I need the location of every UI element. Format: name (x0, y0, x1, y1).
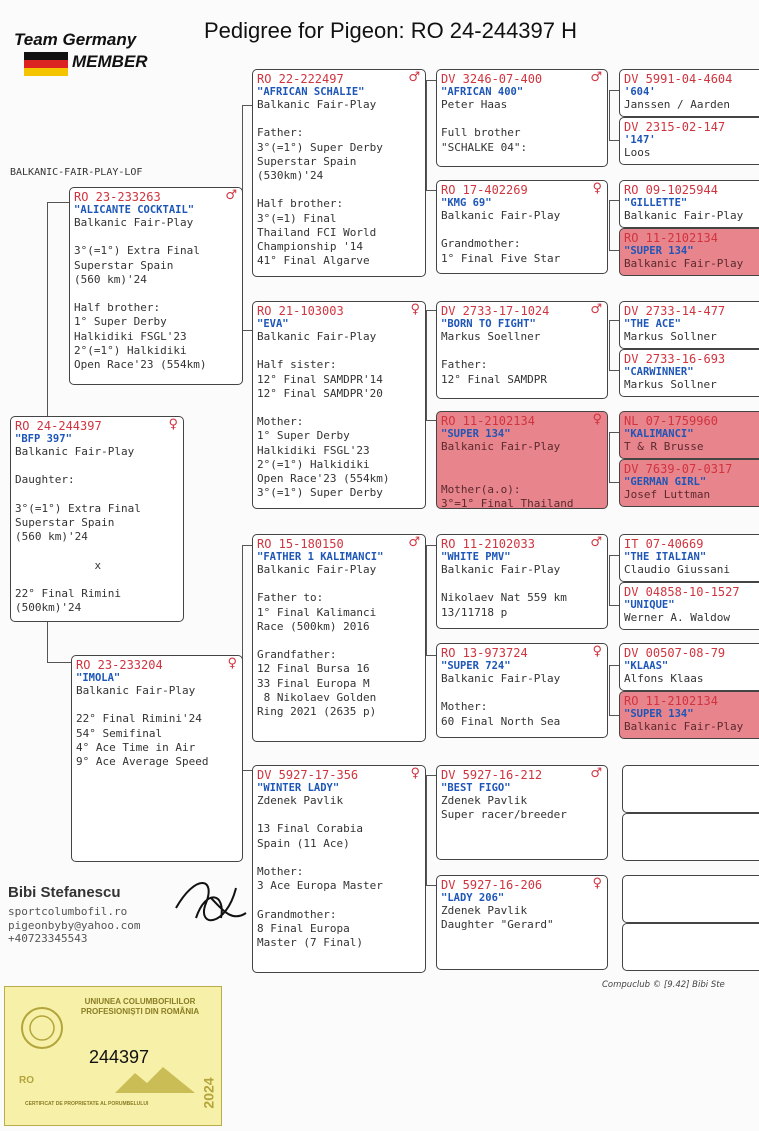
ring-number: NL 07-1759960 (624, 414, 718, 428)
ring-number: DV 2733-14-477 (624, 304, 726, 318)
pigeon-box-g11 (619, 643, 759, 691)
pigeon-name: "GILLETTE" (624, 197, 688, 209)
pedigree-line: 12° Final SAMDPR'20 (257, 386, 383, 400)
pedigree-line: Nikolaev Nat 559 km (441, 591, 567, 605)
pedigree-line: Superstar Spain (15, 516, 115, 530)
pigeon-box-g7 (619, 411, 759, 459)
pedigree-line: (530km)'24 (257, 169, 324, 183)
pedigree-line: Grandmother: (257, 907, 337, 921)
pedigree-line: Balkanic Fair-Play (76, 684, 196, 697)
ring-number: RO 13-973724 (441, 646, 528, 660)
sex-icon: ♂ (408, 535, 420, 550)
pedigree-line (253, 851, 425, 865)
pigeon-name: '604' (624, 86, 656, 98)
pigeon-box-g5 (619, 301, 759, 349)
pigeon-box-empty-4 (622, 923, 759, 971)
pigeon-name: "IMOLA" (76, 672, 121, 684)
pedigree-line: 8 Final Europa (257, 921, 350, 935)
pedigree-line: Halkidiki FSGL'23 (74, 329, 187, 343)
pedigree-line: Balkanic Fair-Play (257, 98, 377, 111)
ring-number: DV 2315-02-147 (624, 120, 726, 134)
pedigree-line: Janssen / Aarden (624, 98, 730, 111)
pedigree-line: Balkanic Fair-Play (441, 209, 561, 222)
ring-number: RO 11-2102134 (624, 694, 718, 708)
pedigree-line: Superstar Spain (257, 154, 357, 168)
pigeon-box-g4 (619, 228, 759, 276)
sex-icon: ♀ (410, 766, 420, 781)
pedigree-line: 8 Nikolaev Golden (257, 690, 377, 704)
pedigree-line: Father: (257, 126, 304, 140)
pigeon-name: "LADY 206" (441, 892, 505, 904)
sex-icon: ♀ (168, 417, 178, 432)
certificate-country: RO (19, 1075, 34, 1086)
ring-number: RO 23-233204 (76, 658, 163, 672)
sex-icon: ♂ (590, 535, 602, 550)
pedigree-line: 13 Final Corabia (257, 822, 363, 836)
pedigree-line (253, 401, 425, 415)
pedigree-line (437, 577, 607, 591)
pedigree-line: Mother(a.o): (441, 482, 521, 496)
ring-number: RO 23-233263 (74, 190, 161, 204)
pedigree-line (72, 698, 242, 712)
breeder-email[interactable]: pigeonbyby@yahoo.com (8, 918, 141, 932)
pedigree-line: Balkanic Fair-Play (624, 257, 744, 270)
pigeon-box-sire (69, 187, 243, 385)
pedigree-line: Father: (441, 358, 488, 372)
pedigree-line: Master (7 Final) (257, 936, 363, 950)
pedigree-line (437, 468, 607, 482)
pedigree-line (437, 686, 607, 700)
ring-number: DV 5927-16-206 (441, 878, 543, 892)
pigeon-name: "EVA" (257, 318, 289, 330)
pedigree-line (253, 634, 425, 648)
pedigree-line: Balkanic Fair-Play (257, 563, 377, 576)
certificate-number: 244397 (89, 1047, 150, 1067)
pigeon-box-dds (436, 765, 608, 860)
pedigree-line: 41° Final Algarve (257, 254, 370, 268)
pigeon-name: "THE ITALIAN" (624, 551, 707, 563)
pedigree-line (253, 893, 425, 907)
pedigree-line: Open Race'23 (554km) (257, 472, 390, 486)
pigeon-box-dam-sire (252, 534, 426, 742)
ring-number: RO 11-2102033 (441, 537, 535, 551)
breeder-info (8, 884, 140, 946)
pigeon-name: "BEST FIGO" (441, 782, 511, 794)
ring-number: DV 00507-08-79 (624, 646, 726, 660)
pedigree-line: Championship '14 (257, 240, 363, 254)
pedigree-line: 12° Final SAMDPR (441, 372, 547, 386)
ring-number: RO 21-103003 (257, 304, 344, 318)
breeder-name: Bibi Stefanescu (8, 884, 121, 901)
pedigree-line (70, 230, 242, 244)
pigeon-name: "SUPER 134" (441, 428, 511, 440)
pigeon-name: "KMG 69" (441, 197, 492, 209)
pigeon-name: "CARWINNER" (624, 366, 694, 378)
pigeon-box-sds (436, 301, 608, 399)
pedigree-line: Balkanic Fair-Play (624, 209, 744, 222)
pedigree-line (253, 112, 425, 126)
pedigree-line: Grandfather: (257, 648, 337, 662)
pedigree-line: Half sister: (257, 358, 337, 372)
pedigree-line: T & R Brusse (624, 440, 704, 453)
pigeon-box-empty-2 (622, 813, 759, 861)
breeder-phone: +40723345543 (8, 932, 88, 945)
pedigree-line: Grandmother: (441, 237, 521, 251)
pigeon-box-g3 (619, 180, 759, 228)
pigeon-name: "ALICANTE COCKTAIL" (74, 204, 195, 216)
pedigree-line: 3°(=1) Final (257, 211, 337, 225)
pedigree-line: Ring 2021 (2635 p) (257, 705, 377, 719)
pedigree-line: Josef Luttman (624, 488, 711, 501)
pedigree-line (11, 459, 183, 473)
pedigree-line: 1° Super Derby (74, 315, 167, 329)
pedigree-line: 3°(=1°) Extra Final (74, 244, 200, 258)
pigeon-box-g1 (619, 69, 759, 117)
pigeon-name: "SUPER 134" (624, 708, 694, 720)
page-title: Pedigree for Pigeon: RO 24-244397 H (204, 18, 578, 43)
pedigree-line: 33 Final Europa M (257, 676, 370, 690)
pedigree-line: Zdenek Pavlik (441, 904, 528, 917)
certificate-caption: CERTIFICAT DE PROPRIETATE AL PORUMBELULUI (25, 1101, 149, 1107)
pedigree-line: 4° Ace Time in Air (76, 740, 196, 754)
pedigree-line: Race (500km) 2016 (257, 619, 370, 633)
ring-number: DV 5991-04-4604 (624, 72, 733, 86)
certificate-org: UNIUNEA COLUMBOFILILOR PROFESIONIȘTI DIN ROMÂNIA (80, 997, 200, 1016)
pigeon-box-g2 (619, 117, 759, 165)
pedigree-line: 2°(=1°) Halkidiki (74, 343, 187, 357)
pigeon-name: "WHITE PMV" (441, 551, 511, 563)
pigeon-box-dam-dam (252, 765, 426, 973)
ring-number: DV 04858-10-1527 (624, 585, 740, 599)
ring-number: DV 7639-07-0317 (624, 462, 733, 476)
pigeon-name: "THE ACE" (624, 318, 681, 330)
pedigree-line: (560 km)'24 (74, 272, 147, 286)
ring-number: DV 2733-17-1024 (441, 304, 550, 318)
sex-icon: ♀ (592, 876, 602, 891)
pedigree-line: Full brother (441, 126, 521, 140)
pedigree-line: Daughter: (15, 473, 75, 487)
pedigree-line: 3 Ace Europa Master (257, 879, 383, 893)
pedigree-line: Superstar Spain (74, 258, 174, 272)
pigeon-box-sdd (436, 411, 608, 509)
pedigree-line: 22° Final Rimini'24 (76, 712, 202, 726)
pedigree-line (253, 808, 425, 822)
team-badge (14, 30, 148, 71)
pedigree-line: Balkanic Fair-Play (441, 672, 561, 685)
sex-icon: ♀ (410, 302, 420, 317)
pigeon-name: "KLAAS" (624, 660, 669, 672)
sex-icon: ♂ (225, 188, 237, 203)
pedigree-line: Super racer/breeder (441, 808, 567, 822)
pedigree-line: 3°=1° Final Thailand (441, 496, 574, 509)
pigeon-box-g6 (619, 349, 759, 397)
pedigree-line: Daughter "Gerard" (441, 918, 554, 932)
pedigree-line (437, 223, 607, 237)
pedigree-line: Balkanic Fair-Play (441, 440, 561, 453)
pigeon-box-empty-1 (622, 765, 759, 813)
pigeon-box-sire-dam (252, 301, 426, 509)
pigeon-name: "KALIMANCI" (624, 428, 694, 440)
ring-number: DV 2733-16-693 (624, 352, 726, 366)
pigeon-box-dam (71, 655, 243, 862)
pedigree-line: Balkanic Fair-Play (15, 445, 135, 458)
pedigree-line: Mother: (257, 865, 304, 879)
pigeon-box-sire-sire (252, 69, 426, 277)
pedigree-line: Mother: (257, 415, 304, 429)
certificate-year: 2024 (200, 1077, 217, 1109)
ring-number: DV 5927-16-212 (441, 768, 543, 782)
loft-name: BALKANIC-FAIR-PLAY-LOF (10, 167, 143, 178)
ring-number: DV 5927-17-356 (257, 768, 359, 782)
sex-icon: ♂ (590, 302, 602, 317)
pigeon-name: "WINTER LADY" (257, 782, 340, 794)
pedigree-line: 1° Final Five Star (441, 251, 561, 265)
pigeon-box-empty-3 (622, 875, 759, 923)
pedigree-line: Loos (624, 146, 651, 159)
pigeon-box-dsd (436, 643, 608, 738)
pedigree-line: 54° Semifinal (76, 726, 163, 740)
team-line2: MEMBER (72, 52, 148, 71)
pigeon-name: "AFRICAN 400" (441, 86, 524, 98)
team-line1: Team Germany (14, 30, 137, 49)
footer-credit: Compuclub © [9.42] Bibi Ste (602, 980, 725, 990)
signature-icon (166, 868, 256, 938)
pedigree-line: 1° Final Kalimanci (257, 605, 377, 619)
pedigree-line: Mother: (441, 700, 488, 714)
pedigree-line (253, 344, 425, 358)
pigeon-box-g8 (619, 459, 759, 507)
pedigree-line: Zdenek Pavlik (441, 794, 528, 807)
pedigree-line: 3°(=1°) Super Derby (257, 140, 383, 154)
pedigree-line (11, 488, 183, 502)
pedigree-line: Markus Sollner (624, 330, 717, 343)
pigeon-name: '147' (624, 134, 656, 146)
ring-number: RO 17-402269 (441, 183, 528, 197)
pigeon-name: "UNIQUE" (624, 599, 675, 611)
pedigree-line: Thailand FCI World (257, 225, 377, 239)
pedigree-line: Half brother: (257, 197, 344, 211)
pigeon-name: "SUPER 134" (624, 245, 694, 257)
pedigree-line: Zdenek Pavlik (257, 794, 344, 807)
pedigree-line: Balkanic Fair-Play (624, 720, 744, 733)
pedigree-line: 13/11718 p (441, 605, 508, 619)
pedigree-line: 3°(=1°) Extra Final (15, 501, 141, 515)
ring-number: DV 3246-07-400 (441, 72, 543, 86)
pedigree-line: 12° Final SAMDPR'14 (257, 372, 383, 386)
pedigree-line: Claudio Giussani (624, 563, 730, 576)
pedigree-line: (500km)'24 (15, 601, 82, 615)
sex-icon: ♂ (590, 70, 602, 85)
pedigree-line (70, 287, 242, 301)
pedigree-line: Open Race'23 (554km) (74, 358, 207, 372)
pedigree-line: 1° Super Derby (257, 429, 350, 443)
ring-number: RO 22-222497 (257, 72, 344, 86)
pedigree-line: Halkidiki FSGL'23 (257, 443, 370, 457)
pedigree-line (253, 183, 425, 197)
flag-icon (24, 52, 68, 76)
pigeon-box-g12 (619, 691, 759, 739)
ring-number: RO 15-180150 (257, 537, 344, 551)
sex-icon: ♀ (592, 181, 602, 196)
pigeon-name: "SUPER 724" (441, 660, 511, 672)
pedigree-line: "SCHALKE 04": (441, 140, 528, 154)
pedigree-line: 12 Final Bursa 16 (257, 662, 370, 676)
ring-number: IT 07-40669 (624, 537, 704, 551)
pedigree-line: Alfons Klaas (624, 672, 704, 685)
pedigree-line: Father to: (257, 591, 324, 605)
union-seal-icon (19, 1005, 65, 1051)
ownership-certificate (4, 986, 222, 1126)
pigeon-name: "AFRICAN SCHALIE" (257, 86, 365, 98)
sex-icon: ♀ (592, 644, 602, 659)
pedigree-line: 2°(=1°) Halkidiki (257, 457, 370, 471)
sex-icon: ♀ (227, 656, 237, 671)
pedigree-line: Half brother: (74, 301, 161, 315)
pedigree-line: 60 Final North Sea (441, 714, 561, 728)
pedigree-line: x (15, 558, 102, 572)
ring-number: RO 11-2102134 (624, 231, 718, 245)
pigeon-box-dss (436, 534, 608, 629)
breeder-website[interactable]: sportcolumbofil.ro (8, 905, 128, 918)
pedigree-line (11, 544, 183, 558)
pigeon-name: "GERMAN GIRL" (624, 476, 707, 488)
pedigree-line: Spain (11 Ace) (257, 836, 350, 850)
ring-number: RO 11-2102134 (441, 414, 535, 428)
pedigree-line: 9° Ace Average Speed (76, 755, 209, 769)
pedigree-line: Markus Soellner (441, 330, 541, 343)
pedigree-line (437, 112, 607, 126)
sex-icon: ♂ (590, 766, 602, 781)
pigeon-name: "FATHER 1 KALIMANCI" (257, 551, 384, 563)
pigeon-name: "BFP 397" (15, 433, 72, 445)
pigeon-name: "BORN TO FIGHT" (441, 318, 536, 330)
pedigree-line: Peter Haas (441, 98, 508, 111)
pedigree-line: Balkanic Fair-Play (441, 563, 561, 576)
pedigree-line (437, 454, 607, 468)
pedigree-line (437, 344, 607, 358)
pedigree-line (11, 573, 183, 587)
pigeon-box-ssd (436, 180, 608, 274)
pigeon-box-ddd (436, 875, 608, 970)
pigeon-box-sss (436, 69, 608, 167)
pedigree-line: Werner A. Waldow (624, 611, 730, 624)
ring-number: RO 09-1025944 (624, 183, 718, 197)
pedigree-line: 22° Final Rimini (15, 587, 121, 601)
pedigree-line (253, 577, 425, 591)
pedigree-line: Balkanic Fair-Play (74, 216, 194, 229)
ring-number: RO 24-244397 (15, 419, 102, 433)
pedigree-line: Balkanic Fair-Play (257, 330, 377, 343)
mountain-icon (115, 1065, 195, 1093)
sex-icon: ♂ (408, 70, 420, 85)
pigeon-box-main (10, 416, 184, 622)
pedigree-line: 3°(=1°) Super Derby (257, 486, 383, 500)
pigeon-box-g9 (619, 534, 759, 582)
pedigree-line: Markus Sollner (624, 378, 717, 391)
pedigree-line: (560 km)'24 (15, 530, 88, 544)
pigeon-box-g10 (619, 582, 759, 630)
sex-icon: ♀ (592, 412, 602, 427)
